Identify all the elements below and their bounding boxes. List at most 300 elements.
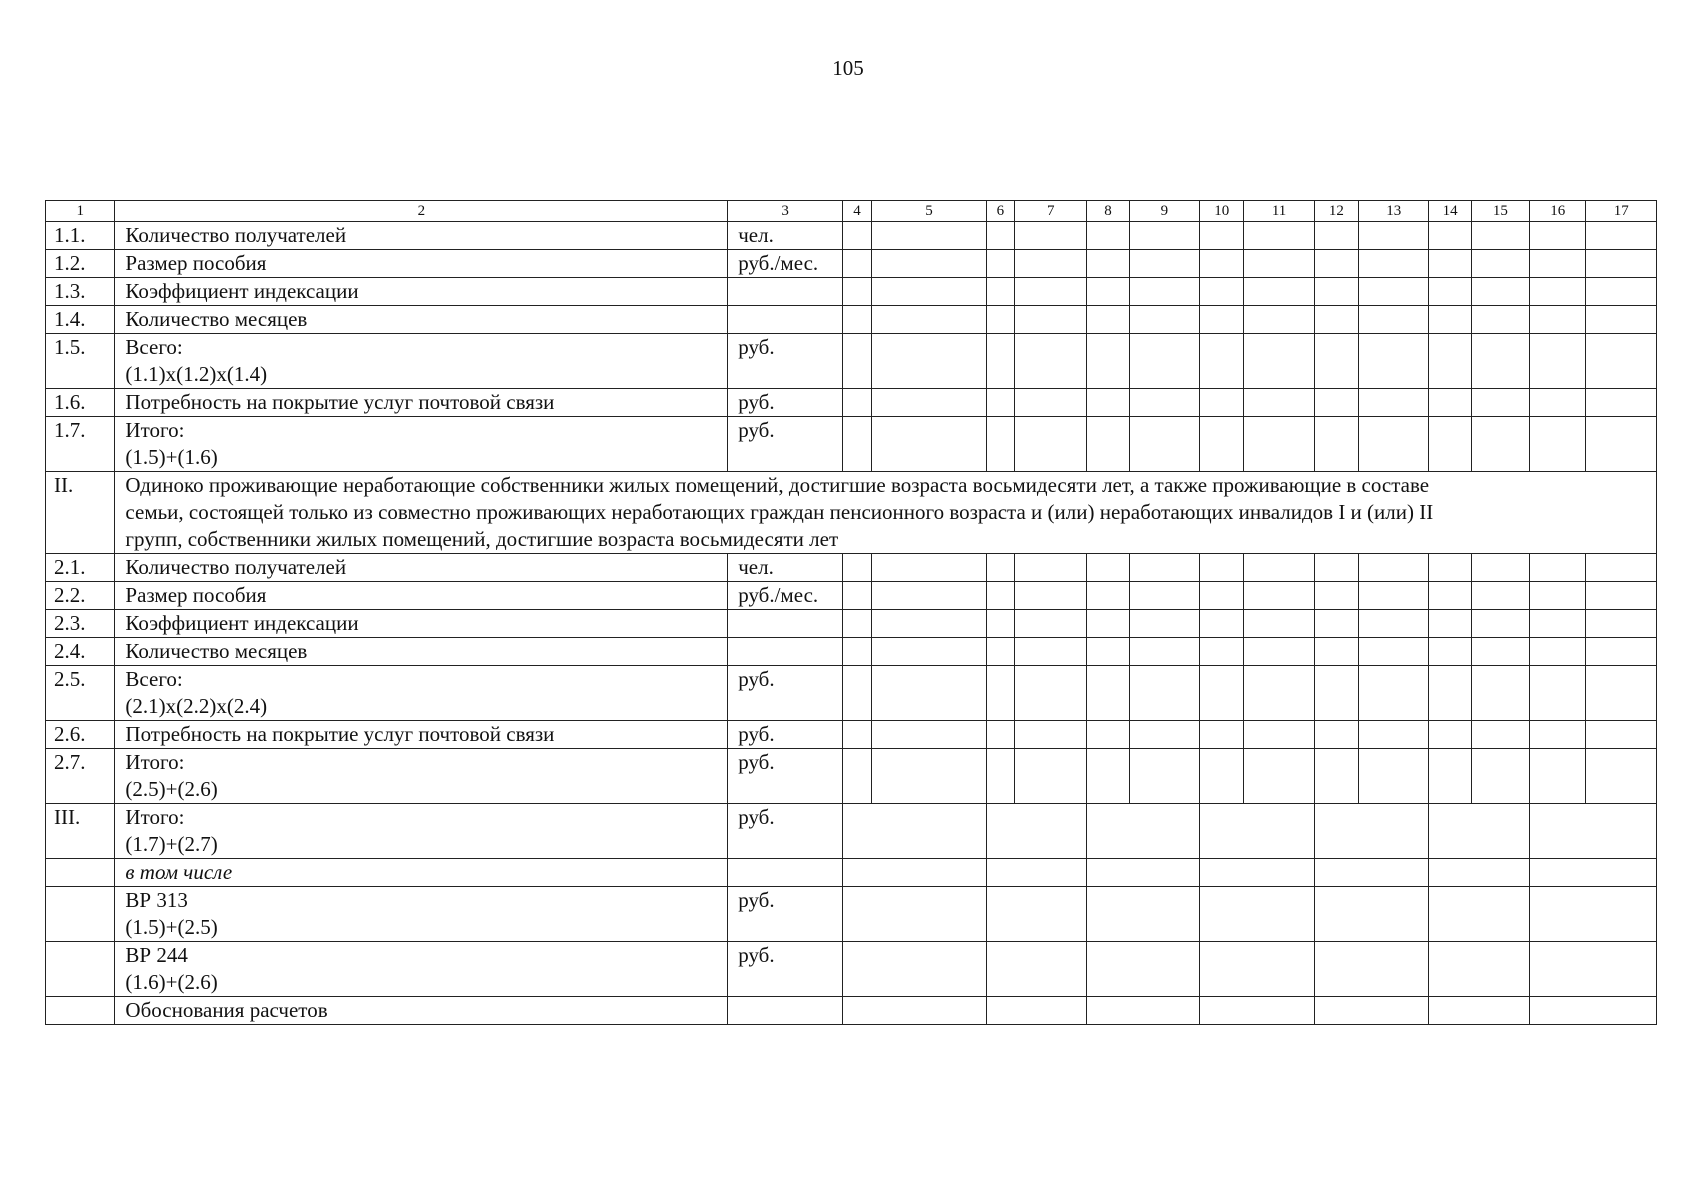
empty-cell — [842, 666, 871, 721]
table-row — [46, 610, 1657, 638]
empty-cell — [1129, 222, 1199, 250]
empty-cell — [1244, 666, 1314, 721]
empty-cell — [1359, 417, 1429, 472]
row-unit: руб. — [728, 749, 843, 804]
empty-cell — [872, 389, 987, 417]
table-row — [46, 666, 1657, 721]
empty-cell — [1014, 250, 1086, 278]
table-row — [46, 306, 1657, 334]
empty-cell — [1530, 859, 1657, 887]
empty-cell — [1314, 610, 1358, 638]
row-unit — [728, 278, 843, 306]
empty-cell — [1471, 554, 1529, 582]
empty-cell — [872, 610, 987, 638]
row-unit: руб. — [728, 417, 843, 472]
empty-cell — [1087, 582, 1129, 610]
empty-cell — [1429, 582, 1471, 610]
empty-cell — [1244, 417, 1314, 472]
empty-cell — [1087, 278, 1129, 306]
row-number: 2.6. — [46, 721, 115, 749]
row-unit — [728, 306, 843, 334]
row-label — [115, 554, 728, 582]
empty-cell — [1014, 334, 1086, 389]
row-label — [115, 804, 728, 859]
cell-line: Итого: — [125, 750, 185, 774]
row-unit: руб. — [728, 334, 843, 389]
empty-cell — [1429, 638, 1471, 666]
empty-cell — [1471, 749, 1529, 804]
cell-line: Коэффициент индексации — [125, 611, 359, 635]
empty-cell — [1429, 997, 1530, 1025]
row-number: 1.7. — [46, 417, 115, 472]
empty-cell — [986, 334, 1014, 389]
empty-cell — [1586, 554, 1657, 582]
empty-cell — [872, 222, 987, 250]
cell-line: Размер пособия — [125, 583, 267, 607]
empty-cell — [986, 417, 1014, 472]
row-number: 2.4. — [46, 638, 115, 666]
empty-cell — [1087, 859, 1200, 887]
empty-cell — [986, 887, 1087, 942]
empty-cell — [842, 859, 986, 887]
empty-cell — [1244, 306, 1314, 334]
empty-cell — [1586, 278, 1657, 306]
empty-cell — [1586, 721, 1657, 749]
empty-cell — [1471, 278, 1529, 306]
empty-cell — [1087, 997, 1200, 1025]
empty-cell — [1014, 389, 1086, 417]
empty-cell — [1586, 222, 1657, 250]
empty-cell — [842, 721, 871, 749]
empty-cell — [1314, 582, 1358, 610]
row-label — [115, 997, 728, 1025]
row-number — [46, 887, 115, 942]
cell-line: Обоснования расчетов — [125, 998, 328, 1022]
empty-cell — [1244, 582, 1314, 610]
empty-cell — [1429, 306, 1471, 334]
row-number: III. — [46, 804, 115, 859]
empty-cell — [1359, 278, 1429, 306]
empty-cell — [986, 749, 1014, 804]
empty-cell — [1244, 749, 1314, 804]
table-row — [46, 721, 1657, 749]
row-label — [115, 887, 728, 942]
empty-cell — [1014, 638, 1086, 666]
table-row — [46, 250, 1657, 278]
empty-cell — [1087, 250, 1129, 278]
row-number: 2.1. — [46, 554, 115, 582]
empty-cell — [1530, 610, 1586, 638]
empty-cell — [1014, 306, 1086, 334]
empty-cell — [842, 334, 871, 389]
empty-cell — [1586, 334, 1657, 389]
empty-cell — [1586, 306, 1657, 334]
empty-cell — [1530, 721, 1586, 749]
empty-cell — [1471, 306, 1529, 334]
empty-cell — [1530, 334, 1586, 389]
empty-cell — [1244, 554, 1314, 582]
empty-cell — [1244, 222, 1314, 250]
row-unit: чел. — [728, 554, 843, 582]
empty-cell — [1471, 638, 1529, 666]
row-unit: чел. — [728, 222, 843, 250]
empty-cell — [1200, 638, 1244, 666]
empty-cell — [1314, 804, 1429, 859]
empty-cell — [1087, 942, 1200, 997]
row-unit — [728, 638, 843, 666]
cell-line: (1.5)+(2.5) — [125, 915, 218, 939]
row-number — [46, 997, 115, 1025]
empty-cell — [1530, 389, 1586, 417]
empty-cell — [986, 804, 1087, 859]
empty-cell — [1471, 222, 1529, 250]
empty-cell — [1530, 804, 1657, 859]
empty-cell — [1530, 306, 1586, 334]
empty-cell — [986, 666, 1014, 721]
empty-cell — [1314, 749, 1358, 804]
cell-line: Размер пособия — [125, 251, 267, 275]
cell-line: (1.1)х(1.2)х(1.4) — [125, 362, 268, 386]
empty-cell — [1471, 721, 1529, 749]
row-unit: руб. — [728, 666, 843, 721]
table-row — [46, 389, 1657, 417]
empty-cell — [1244, 250, 1314, 278]
empty-cell — [1359, 610, 1429, 638]
row-number: 2.5. — [46, 666, 115, 721]
empty-cell — [1129, 389, 1199, 417]
table-row — [46, 417, 1657, 472]
empty-cell — [1530, 638, 1586, 666]
empty-cell — [1129, 610, 1199, 638]
column-header: 12 — [1314, 201, 1358, 222]
empty-cell — [1200, 610, 1244, 638]
empty-cell — [1129, 638, 1199, 666]
empty-cell — [986, 610, 1014, 638]
empty-cell — [1200, 666, 1244, 721]
empty-cell — [1200, 721, 1244, 749]
row-label — [115, 610, 728, 638]
empty-cell — [1314, 278, 1358, 306]
empty-cell — [1530, 997, 1657, 1025]
empty-cell — [986, 721, 1014, 749]
empty-cell — [1014, 417, 1086, 472]
empty-cell — [842, 250, 871, 278]
row-number: 2.2. — [46, 582, 115, 610]
cell-line: (2.1)х(2.2)х(2.4) — [125, 694, 268, 718]
row-label — [115, 582, 728, 610]
row-label — [115, 638, 728, 666]
column-header: 11 — [1244, 201, 1314, 222]
empty-cell — [842, 804, 986, 859]
empty-cell — [1129, 250, 1199, 278]
empty-cell — [1244, 638, 1314, 666]
empty-cell — [872, 306, 987, 334]
empty-cell — [1200, 278, 1244, 306]
column-header: 16 — [1530, 201, 1586, 222]
row-unit: руб./мес. — [728, 250, 843, 278]
row-unit — [728, 610, 843, 638]
empty-cell — [1586, 638, 1657, 666]
empty-cell — [872, 666, 987, 721]
column-header: 9 — [1129, 201, 1199, 222]
empty-cell — [1359, 334, 1429, 389]
empty-cell — [1129, 721, 1199, 749]
empty-cell — [842, 306, 871, 334]
table-row — [46, 582, 1657, 610]
empty-cell — [1087, 804, 1200, 859]
header-row — [46, 201, 1657, 222]
cell-line: Итого: — [125, 805, 185, 829]
column-header: 4 — [842, 201, 871, 222]
empty-cell — [1200, 250, 1244, 278]
empty-cell — [1530, 417, 1586, 472]
empty-cell — [1087, 749, 1129, 804]
empty-cell — [1586, 666, 1657, 721]
empty-cell — [1429, 859, 1530, 887]
empty-cell — [872, 582, 987, 610]
row-number: 1.5. — [46, 334, 115, 389]
column-header: 6 — [986, 201, 1014, 222]
cell-line: Потребность на покрытие услуг почтовой связи — [125, 722, 555, 746]
empty-cell — [1014, 582, 1086, 610]
column-header: 10 — [1200, 201, 1244, 222]
table-row — [46, 859, 1657, 887]
empty-cell — [842, 417, 871, 472]
row-unit: руб. — [728, 942, 843, 997]
empty-cell — [1244, 389, 1314, 417]
empty-cell — [1087, 222, 1129, 250]
row-label — [115, 250, 728, 278]
empty-cell — [1014, 222, 1086, 250]
empty-cell — [1314, 554, 1358, 582]
empty-cell — [1586, 582, 1657, 610]
empty-cell — [1530, 666, 1586, 721]
cell-line: Коэффициент индексации — [125, 279, 359, 303]
row-label — [115, 417, 728, 472]
empty-cell — [1200, 334, 1244, 389]
empty-cell — [1087, 887, 1200, 942]
cell-line: (2.5)+(2.6) — [125, 777, 218, 801]
empty-cell — [1359, 638, 1429, 666]
section-heading-row — [46, 472, 1657, 554]
empty-cell — [1200, 749, 1244, 804]
column-header: 13 — [1359, 201, 1429, 222]
empty-cell — [1429, 887, 1530, 942]
row-unit: руб./мес. — [728, 582, 843, 610]
cell-line: ВР 244 — [125, 943, 188, 967]
table-row — [46, 638, 1657, 666]
cell-line: Потребность на покрытие услуг почтовой связи — [125, 390, 555, 414]
row-label — [115, 306, 728, 334]
table-row — [46, 997, 1657, 1025]
empty-cell — [1314, 417, 1358, 472]
empty-cell — [1530, 942, 1657, 997]
empty-cell — [986, 278, 1014, 306]
empty-cell — [1087, 638, 1129, 666]
row-number: 2.7. — [46, 749, 115, 804]
empty-cell — [1359, 250, 1429, 278]
row-unit: руб. — [728, 721, 843, 749]
row-unit: руб. — [728, 389, 843, 417]
empty-cell — [1014, 666, 1086, 721]
empty-cell — [1429, 804, 1530, 859]
empty-cell — [842, 887, 986, 942]
empty-cell — [1314, 887, 1429, 942]
empty-cell — [1087, 417, 1129, 472]
empty-cell — [1586, 389, 1657, 417]
empty-cell — [1200, 804, 1315, 859]
cell-line: семьи, состоящей только из совместно проживающих неработающих граждан пенсионного возраста и (или) неработающих инвалидов I и (или) II — [125, 500, 1434, 524]
cell-line: в том числе — [125, 860, 233, 884]
empty-cell — [1314, 306, 1358, 334]
row-unit — [728, 997, 843, 1025]
row-label — [115, 222, 728, 250]
row-label — [115, 666, 728, 721]
empty-cell — [986, 638, 1014, 666]
empty-cell — [1314, 334, 1358, 389]
empty-cell — [1471, 610, 1529, 638]
empty-cell — [1359, 306, 1429, 334]
empty-cell — [986, 306, 1014, 334]
empty-cell — [1129, 554, 1199, 582]
empty-cell — [1471, 334, 1529, 389]
empty-cell — [1530, 554, 1586, 582]
empty-cell — [1314, 666, 1358, 721]
empty-cell — [1129, 334, 1199, 389]
empty-cell — [986, 222, 1014, 250]
empty-cell — [1129, 278, 1199, 306]
empty-cell — [1359, 582, 1429, 610]
cell-line: (1.6)+(2.6) — [125, 970, 218, 994]
empty-cell — [1530, 887, 1657, 942]
empty-cell — [1586, 749, 1657, 804]
empty-cell — [842, 554, 871, 582]
empty-cell — [1471, 389, 1529, 417]
column-header: 7 — [1014, 201, 1086, 222]
cell-line: Итого: — [125, 418, 185, 442]
row-label — [115, 942, 728, 997]
empty-cell — [1244, 334, 1314, 389]
empty-cell — [842, 638, 871, 666]
empty-cell — [872, 554, 987, 582]
cell-line: Количество месяцев — [125, 307, 308, 331]
empty-cell — [1200, 887, 1315, 942]
empty-cell — [1087, 554, 1129, 582]
cell-line: Количество получателей — [125, 223, 347, 247]
section-heading-text — [115, 472, 1657, 554]
empty-cell — [1314, 942, 1429, 997]
column-header: 1 — [46, 201, 115, 222]
row-number: II. — [46, 472, 115, 554]
empty-cell — [1087, 721, 1129, 749]
empty-cell — [1200, 582, 1244, 610]
cell-line: групп, собственники жилых помещений, достигшие возраста восьмидесяти лет — [125, 527, 839, 551]
empty-cell — [1429, 749, 1471, 804]
empty-cell — [1014, 554, 1086, 582]
empty-cell — [1087, 610, 1129, 638]
empty-cell — [1087, 666, 1129, 721]
empty-cell — [842, 610, 871, 638]
empty-cell — [842, 582, 871, 610]
empty-cell — [872, 721, 987, 749]
column-header: 3 — [728, 201, 843, 222]
empty-cell — [1014, 749, 1086, 804]
empty-cell — [1200, 859, 1315, 887]
empty-cell — [1200, 997, 1315, 1025]
empty-cell — [842, 278, 871, 306]
empty-cell — [842, 942, 986, 997]
empty-cell — [1359, 666, 1429, 721]
empty-cell — [872, 278, 987, 306]
empty-cell — [1314, 250, 1358, 278]
row-label — [115, 389, 728, 417]
calculation-table — [45, 200, 1657, 1025]
cell-line: Одиноко проживающие неработающие собственники жилых помещений, достигшие возраста восьмидесяти лет, а также проживающие в составе — [125, 473, 1430, 497]
empty-cell — [1359, 222, 1429, 250]
row-label — [115, 859, 728, 887]
empty-cell — [1314, 222, 1358, 250]
empty-cell — [1314, 638, 1358, 666]
empty-cell — [1471, 582, 1529, 610]
empty-cell — [1314, 721, 1358, 749]
row-number: 2.3. — [46, 610, 115, 638]
empty-cell — [842, 749, 871, 804]
cell-line: Количество месяцев — [125, 639, 308, 663]
empty-cell — [1530, 749, 1586, 804]
cell-line: (1.7)+(2.7) — [125, 832, 218, 856]
empty-cell — [1471, 417, 1529, 472]
row-number: 1.6. — [46, 389, 115, 417]
empty-cell — [1087, 306, 1129, 334]
empty-cell — [872, 250, 987, 278]
empty-cell — [842, 222, 871, 250]
empty-cell — [1014, 610, 1086, 638]
empty-cell — [1586, 610, 1657, 638]
empty-cell — [1200, 222, 1244, 250]
empty-cell — [1359, 721, 1429, 749]
empty-cell — [872, 749, 987, 804]
empty-cell — [1530, 222, 1586, 250]
row-label — [115, 278, 728, 306]
column-header: 14 — [1429, 201, 1471, 222]
empty-cell — [1314, 997, 1429, 1025]
empty-cell — [1586, 417, 1657, 472]
table-row — [46, 334, 1657, 389]
row-number — [46, 859, 115, 887]
table-body — [46, 201, 1657, 1025]
empty-cell — [1530, 278, 1586, 306]
column-header: 17 — [1586, 201, 1657, 222]
empty-cell — [986, 859, 1087, 887]
empty-cell — [986, 942, 1087, 997]
empty-cell — [872, 638, 987, 666]
row-unit — [728, 859, 843, 887]
table-row — [46, 222, 1657, 250]
empty-cell — [1314, 859, 1429, 887]
empty-cell — [986, 582, 1014, 610]
empty-cell — [1314, 389, 1358, 417]
row-label — [115, 334, 728, 389]
empty-cell — [1359, 389, 1429, 417]
row-label — [115, 749, 728, 804]
cell-line: Всего: — [125, 667, 183, 691]
cell-line: ВР 313 — [125, 888, 188, 912]
empty-cell — [1471, 666, 1529, 721]
empty-cell — [1200, 306, 1244, 334]
table-row — [46, 804, 1657, 859]
empty-cell — [842, 389, 871, 417]
empty-cell — [1359, 749, 1429, 804]
